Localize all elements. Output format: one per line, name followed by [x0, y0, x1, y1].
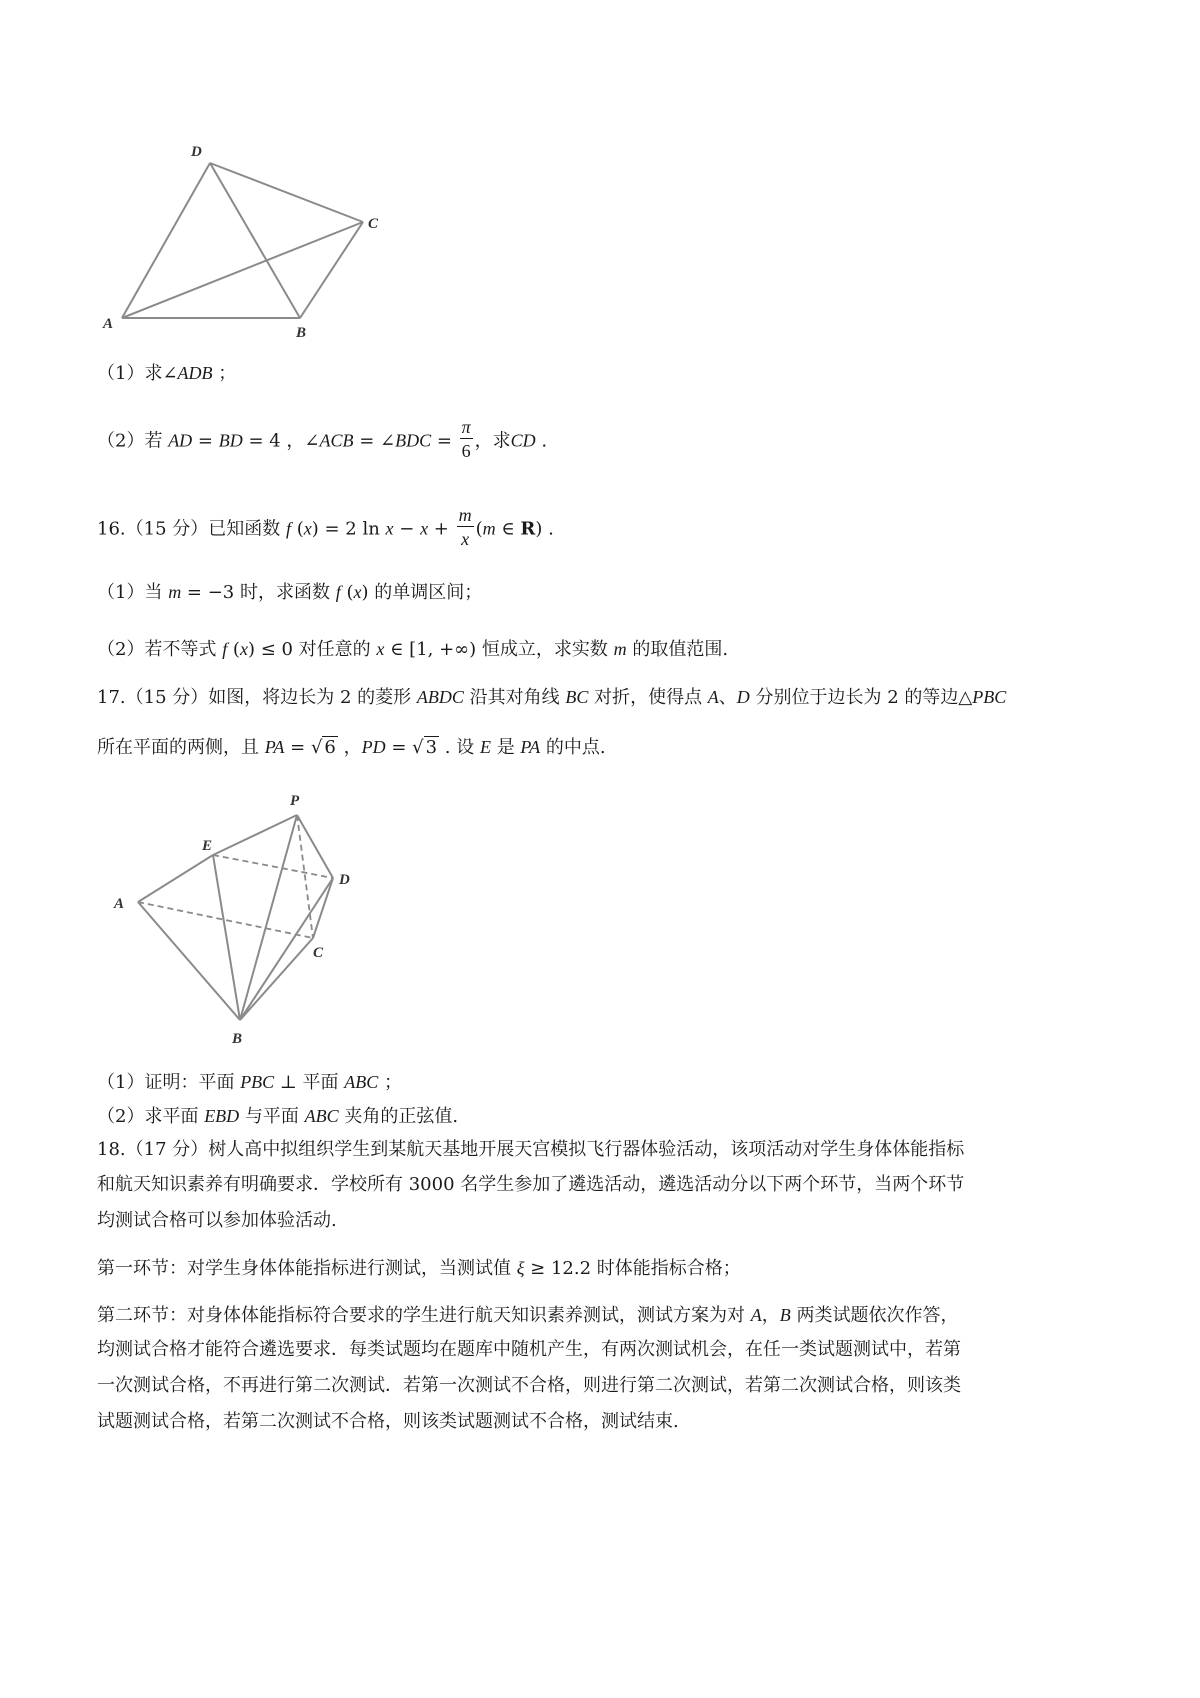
q16-part1: （1）当 m = −3 时，求函数 f (x) 的单调区间； — [97, 582, 483, 603]
q15-part2: （2）若 AD = BD = 4 ，∠ACB = ∠BDC = $\frac{\pi}{6}$ ，求CD . — [97, 417, 548, 461]
fraction-pi-over-6: $\frac{\pi}{6}$ — [461, 417, 471, 461]
q17-stem-line1: 17.（15 分）如图，将边长为 2 的菱形 ABDC 沿其对角线 BC 对折，使得点 A、D 分别位于边长为 2 的等边△PBC — [97, 687, 1007, 708]
q17-stem-line2: 所在平面的两侧，且 PA = √ 6 ，PD = √ 3 . 设 E 是 PA 的中点. — [97, 737, 606, 758]
label-d: D — [191, 144, 202, 160]
label-b: B — [232, 1031, 243, 1047]
segment-ep — [213, 815, 297, 855]
sqrt-6: √ 6 — [310, 737, 336, 758]
segment-pd — [297, 815, 333, 878]
q18-line8: 试题测试合格，若第二次测试不合格，则该类试题测试不合格，测试结束. — [97, 1411, 679, 1432]
q17-part2: （2）求平面 EBD 与平面 ABC 夹角的正弦值. — [97, 1106, 459, 1127]
q18-line6: 均测试合格才能符合遴选要求．每类试题均在题库中随机产生，有两次测试机会，在任一类试题测试中，若第 — [97, 1339, 961, 1360]
label-c: C — [368, 216, 379, 232]
label-a: A — [114, 896, 125, 912]
sqrt-3: √ 3 — [412, 737, 438, 758]
label-b: B — [296, 325, 307, 341]
segment-ab — [138, 902, 240, 1020]
q18-line5: 第二环节：对身体体能指标符合要求的学生进行航天知识素养测试，测试方案为对 A，B 两类试题依次作答， — [97, 1305, 959, 1326]
label-a: A — [103, 316, 114, 332]
label-c: C — [313, 945, 324, 961]
segment-db — [210, 163, 300, 318]
q16-part2: （2）若不等式 f (x) ≤ 0 对任意的 x ∈ [1, +∞) 恒成立，求实数 m 的取值范围. — [97, 639, 729, 660]
q18-line4: 第一环节：对学生身体体能指标进行测试，当测试值 ξ ≥ 12.2 时体能指标合格； — [97, 1258, 741, 1279]
q18-line3: 均测试合格可以参加体验活动. — [97, 1210, 337, 1231]
segment-ad — [122, 163, 210, 318]
q18-line2: 和航天知识素养有明确要求．学校所有 3000 名学生参加了遴选活动，遴选活动分以下两个环节，当两个环节 — [97, 1174, 965, 1195]
label-d: D — [339, 872, 350, 888]
segment-ed-dashed — [213, 855, 333, 878]
segment-bc — [300, 222, 363, 318]
q15-part1: （1）求∠ADB ； — [97, 363, 237, 384]
q17-part1: （1）证明：平面 PBC ⊥ 平面 ABC ； — [97, 1072, 403, 1093]
figure-quadrilateral-abcd — [95, 130, 405, 345]
segment-cd — [313, 878, 333, 938]
label-p: P — [290, 793, 300, 809]
q18-line7: 一次测试合格，不再进行第二次测试．若第一次测试不合格，则进行第二次测试，若第二次测试合格，则该类 — [97, 1375, 961, 1396]
figure-folded-rhombus — [100, 785, 380, 1050]
fraction-m-over-x: $\frac{m}{x}$ — [458, 505, 472, 549]
label-e: E — [202, 838, 213, 854]
q18-line1: 18.（17 分）树人高中拟组织学生到某航天基地开展天宫模拟飞行器体验活动，该项活动对学生身体体能指标 — [97, 1139, 965, 1160]
segment-ac — [122, 222, 363, 318]
segment-eb — [213, 855, 240, 1020]
q16-stem: 16.（15 分）已知函数 f (x) = 2 ln x − x + $\frac{m}{x}$ (m ∈ R) . — [97, 505, 554, 549]
segment-dc — [210, 163, 363, 222]
segment-ae — [138, 855, 213, 902]
